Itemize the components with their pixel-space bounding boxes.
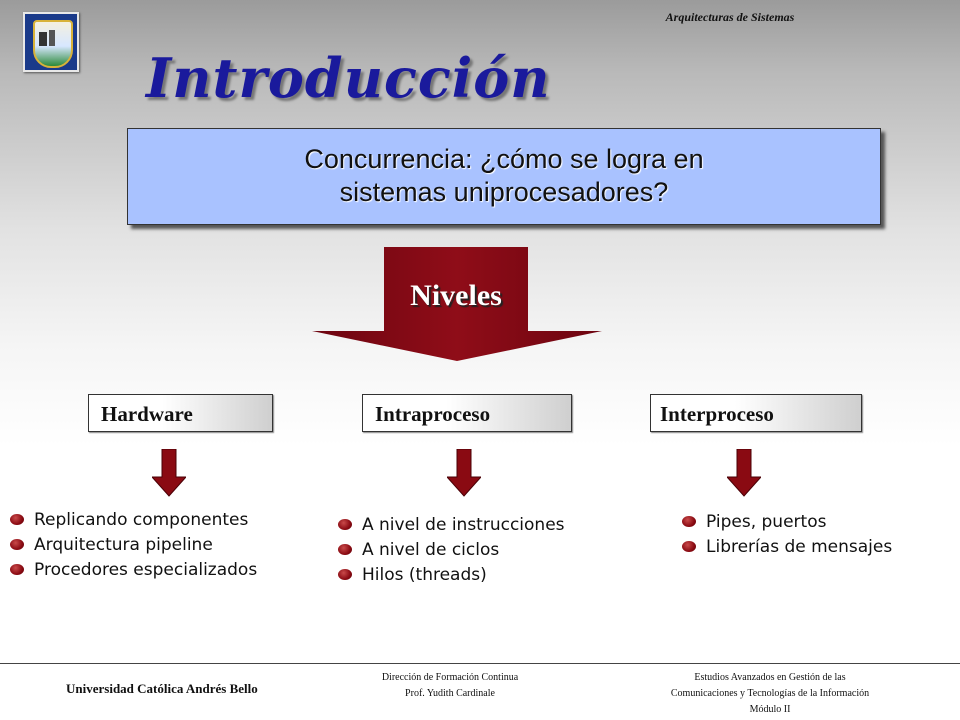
- interproceso-list: [682, 510, 892, 560]
- footer-divider: [0, 663, 960, 664]
- list-item-text: Librerías de mensajes: [706, 537, 893, 557]
- course-title: Arquitecturas de Sistemas: [665, 10, 795, 24]
- list-item: [338, 563, 565, 588]
- question-text: [128, 143, 880, 209]
- bullet-icon: [338, 519, 352, 530]
- bullet-icon: [10, 514, 24, 525]
- intraproceso-list: [338, 513, 565, 588]
- footer-program-line-1: Estudios Avanzados en Gestión de las: [694, 672, 846, 683]
- down-arrow-icon-intraproceso: [447, 449, 481, 497]
- question-line-2: sistemas uniprocesadores?: [339, 177, 669, 207]
- level-box-interproceso: Interproceso: [650, 394, 862, 432]
- footer-program-line-2: Comunicaciones y Tecnologías de la Información: [670, 688, 870, 699]
- down-arrow-icon-interproceso: [727, 449, 761, 497]
- down-arrow-icon-hardware: [152, 449, 186, 497]
- bullet-icon: [682, 541, 696, 552]
- bullet-icon: [10, 539, 24, 550]
- logo-tower-shape: [39, 32, 47, 46]
- question-box: [127, 128, 881, 225]
- level-box-intraproceso: Intraproceso: [362, 394, 572, 432]
- list-item: [10, 558, 257, 583]
- list-item: [338, 538, 565, 563]
- list-item-text: A nivel de ciclos: [362, 540, 500, 560]
- list-item: [10, 533, 257, 558]
- bullet-icon: [10, 564, 24, 575]
- list-item: [10, 508, 257, 533]
- bullet-icon: [682, 516, 696, 527]
- footer-program-line-3: Módulo II: [749, 704, 791, 715]
- list-item: [682, 535, 892, 560]
- logo-tower-shape-2: [49, 30, 55, 46]
- list-item-text: Hilos (threads): [362, 565, 487, 585]
- question-line-1: Concurrencia: ¿cómo se logra en: [304, 144, 704, 174]
- slide-title: Introducción: [146, 46, 551, 110]
- list-item: [682, 510, 892, 535]
- list-item-text: Procedores especializados: [34, 560, 258, 580]
- list-item-text: Pipes, puertos: [706, 512, 827, 532]
- footer-direction-line-1: Dirección de Formación Continua: [381, 672, 519, 683]
- bullet-icon: [338, 544, 352, 555]
- footer-university: Universidad Católica Andrés Bello: [66, 681, 258, 696]
- list-item-text: Arquitectura pipeline: [34, 535, 213, 555]
- hardware-list: [10, 508, 257, 583]
- footer-direction: [350, 670, 550, 702]
- bullet-icon: [338, 569, 352, 580]
- list-item-text: Replicando componentes: [34, 510, 249, 530]
- list-item-text: A nivel de instrucciones: [362, 515, 565, 535]
- footer-direction-line-2: Prof. Yudith Cardinale: [405, 688, 495, 699]
- university-logo: [23, 12, 79, 72]
- list-item: [338, 513, 565, 538]
- level-box-hardware: Hardware: [88, 394, 273, 432]
- footer-program: [640, 670, 900, 718]
- niveles-label: Niveles: [410, 279, 502, 312]
